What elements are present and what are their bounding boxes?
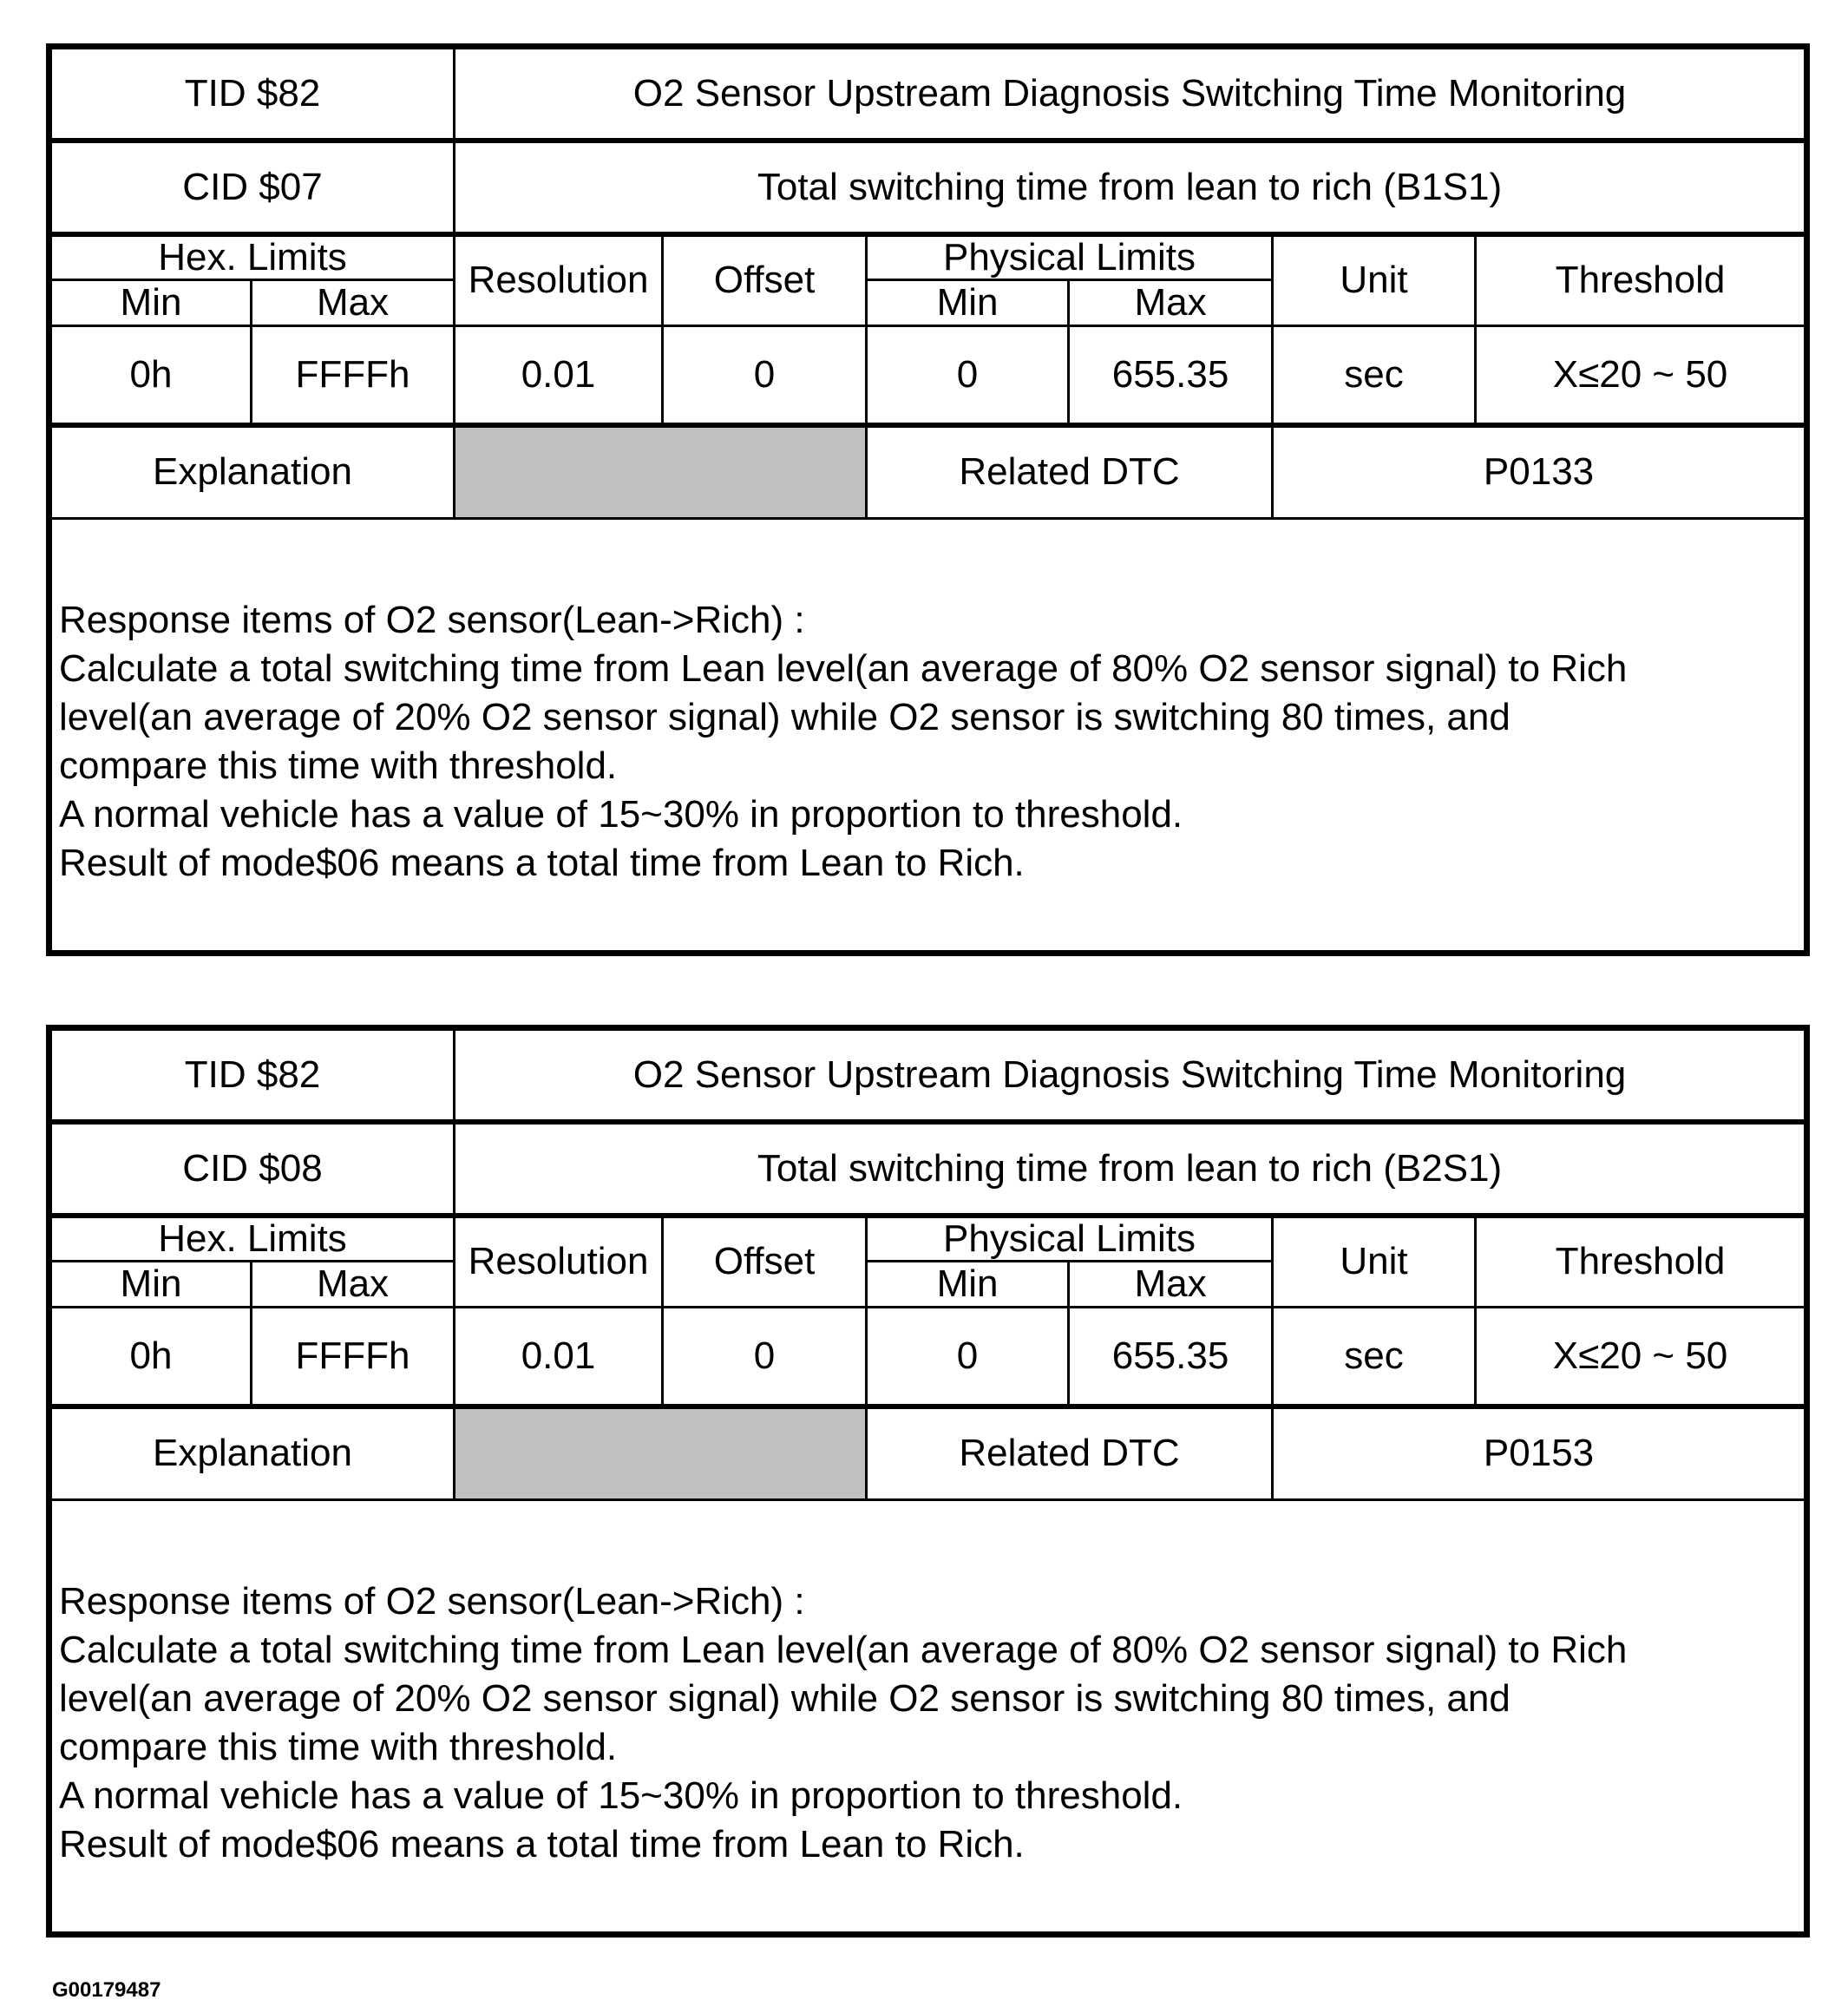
phys-min-header: Min <box>867 280 1069 326</box>
explanation-label: Explanation <box>49 425 455 519</box>
phys-max-value: 655.35 <box>1069 1308 1273 1406</box>
cid-label: CID $07 <box>49 141 455 234</box>
hex-max-value: FFFFh <box>252 1308 455 1406</box>
hex-limits-header: Hex. Limits <box>49 234 455 280</box>
explanation-line: Response items of O2 sensor(Lean->Rich) : <box>59 1580 805 1623</box>
threshold-value: X≤20 ~ 50 <box>1476 1308 1807 1406</box>
explanation-line: level(an average of 20% O2 sensor signal) while O2 sensor is switching 80 times, and <box>59 696 1511 738</box>
hex-max-value: FFFFh <box>252 326 455 425</box>
resolution-value: 0.01 <box>455 1308 663 1406</box>
hex-min-value: 0h <box>49 326 252 425</box>
hex-max-header: Max <box>252 280 455 326</box>
phys-min-value: 0 <box>867 326 1069 425</box>
unit-value: sec <box>1273 1308 1476 1406</box>
shaded-cell <box>455 1406 867 1500</box>
resolution-header: Resolution <box>455 234 663 326</box>
related-dtc-label: Related DTC <box>867 1406 1273 1500</box>
explanation-line: Calculate a total switching time from Lean level(an average of 80% O2 sensor signal) to Rich <box>59 1629 1628 1671</box>
explanation-line: compare this time with threshold. <box>59 744 618 787</box>
hex-limits-header: Hex. Limits <box>49 1216 455 1262</box>
phys-min-value: 0 <box>867 1308 1069 1406</box>
tid-description: O2 Sensor Upstream Diagnosis Switching Time Monitoring <box>455 47 1807 141</box>
cid-label: CID $08 <box>49 1122 455 1216</box>
explanation-line: A normal vehicle has a value of 15~30% in proportion to threshold. <box>59 793 1183 836</box>
mode06-table-cid08 <box>46 1025 1810 1938</box>
offset-value: 0 <box>663 326 867 425</box>
related-dtc-value: P0133 <box>1273 425 1807 519</box>
resolution-header: Resolution <box>455 1216 663 1308</box>
offset-header: Offset <box>663 234 867 326</box>
threshold-value: X≤20 ~ 50 <box>1476 326 1807 425</box>
explanation-label: Explanation <box>49 1406 455 1500</box>
explanation-line: Result of mode$06 means a total time from Lean to Rich. <box>59 1823 1025 1865</box>
cid-description: Total switching time from lean to rich (B1S1) <box>455 141 1807 234</box>
offset-value: 0 <box>663 1308 867 1406</box>
explanation-text <box>49 1500 1807 1935</box>
explanation-line: Result of mode$06 means a total time from Lean to Rich. <box>59 842 1025 884</box>
hex-min-header: Min <box>49 1262 252 1308</box>
tid-description: O2 Sensor Upstream Diagnosis Switching Time Monitoring <box>455 1028 1807 1122</box>
phys-min-header: Min <box>867 1262 1069 1308</box>
figure-code: G00179487 <box>52 1978 161 2002</box>
threshold-header: Threshold <box>1476 234 1807 326</box>
explanation-text <box>49 519 1807 954</box>
unit-header: Unit <box>1273 234 1476 326</box>
resolution-value: 0.01 <box>455 326 663 425</box>
tid-label: TID $82 <box>49 1028 455 1122</box>
physical-limits-header: Physical Limits <box>867 1216 1273 1262</box>
explanation-line: compare this time with threshold. <box>59 1726 618 1768</box>
related-dtc-label: Related DTC <box>867 425 1273 519</box>
physical-limits-header: Physical Limits <box>867 234 1273 280</box>
hex-min-header: Min <box>49 280 252 326</box>
phys-max-header: Max <box>1069 1262 1273 1308</box>
hex-min-value: 0h <box>49 1308 252 1406</box>
unit-value: sec <box>1273 326 1476 425</box>
explanation-line: Calculate a total switching time from Lean level(an average of 80% O2 sensor signal) to Rich <box>59 647 1628 690</box>
explanation-line: A normal vehicle has a value of 15~30% in proportion to threshold. <box>59 1774 1183 1817</box>
hex-max-header: Max <box>252 1262 455 1308</box>
offset-header: Offset <box>663 1216 867 1308</box>
phys-max-value: 655.35 <box>1069 326 1273 425</box>
explanation-line: level(an average of 20% O2 sensor signal) while O2 sensor is switching 80 times, and <box>59 1677 1511 1720</box>
phys-max-header: Max <box>1069 280 1273 326</box>
mode06-table-cid07 <box>46 43 1810 956</box>
shaded-cell <box>455 425 867 519</box>
tid-label: TID $82 <box>49 47 455 141</box>
cid-description: Total switching time from lean to rich (B2S1) <box>455 1122 1807 1216</box>
unit-header: Unit <box>1273 1216 1476 1308</box>
related-dtc-value: P0153 <box>1273 1406 1807 1500</box>
threshold-header: Threshold <box>1476 1216 1807 1308</box>
explanation-line: Response items of O2 sensor(Lean->Rich) : <box>59 599 805 641</box>
